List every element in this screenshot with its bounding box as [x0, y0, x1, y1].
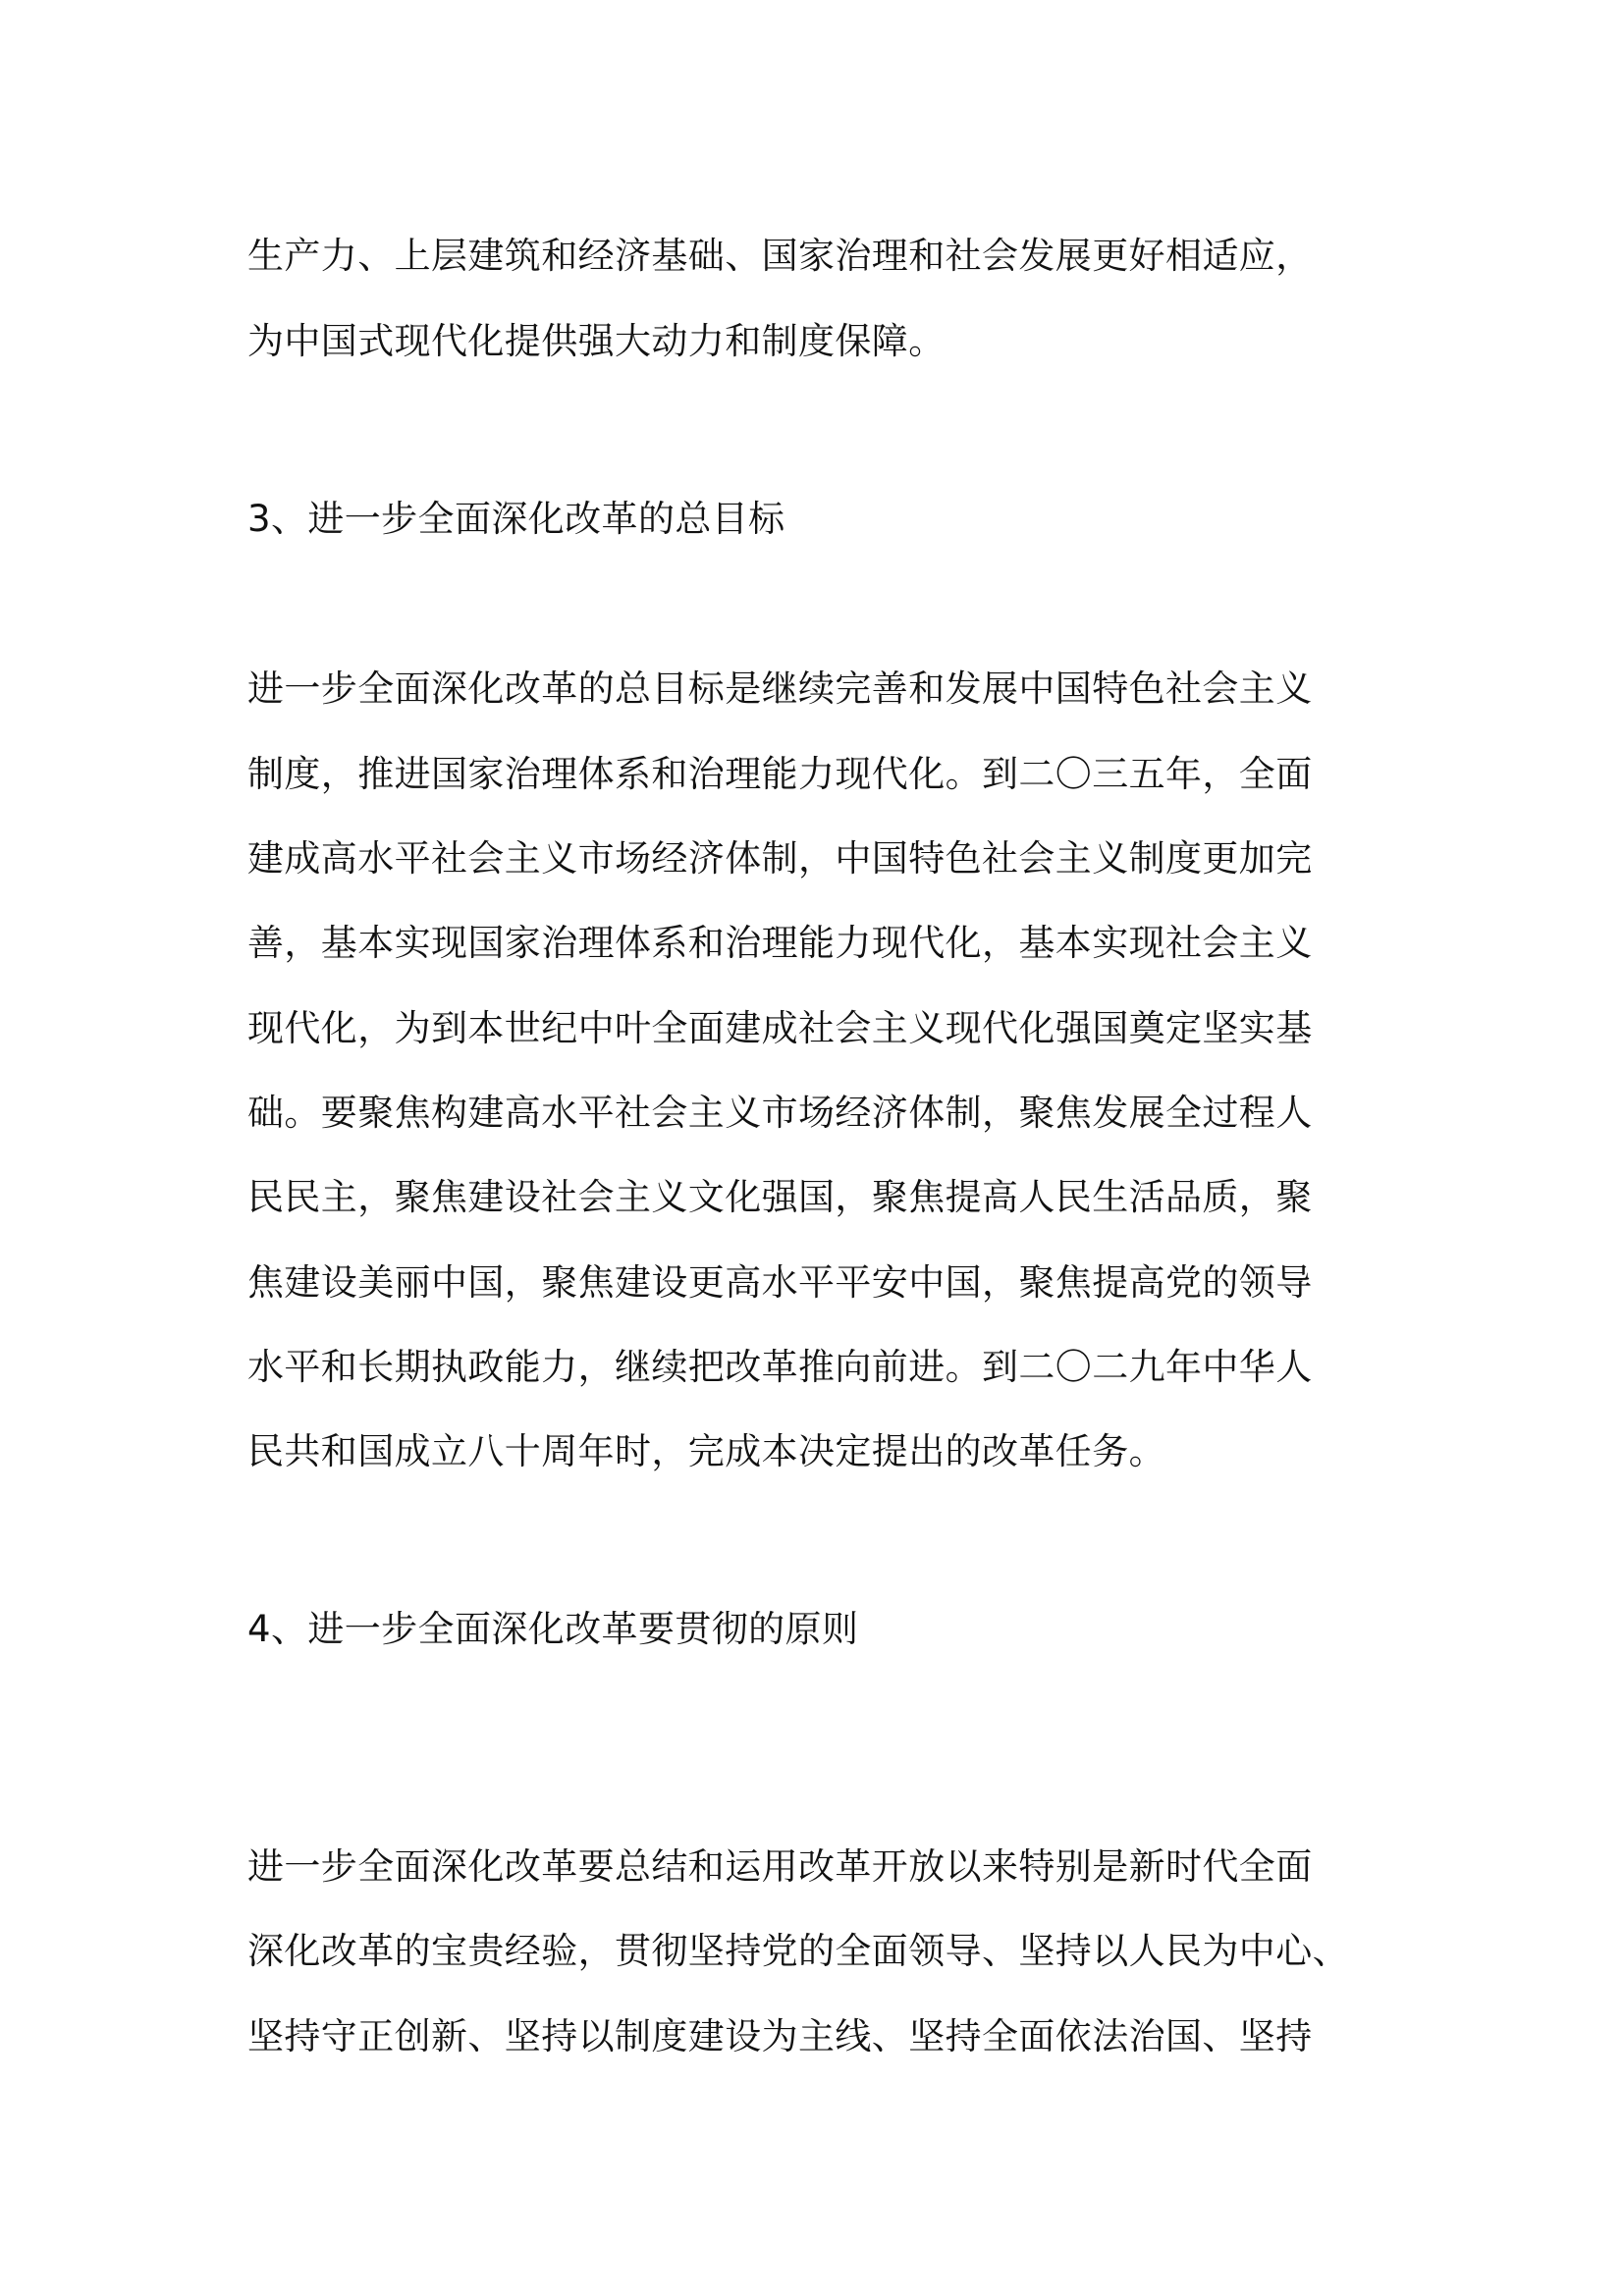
- paragraph-line: 进一步全面深化改革要总结和运用改革开放以来特别是新时代全面: [247, 1845, 1313, 1888]
- paragraph-line: 深化改革的宝贵经验，贯彻坚持党的全面领导、坚持以人民为中心、: [247, 1930, 1349, 1972]
- paragraph-line: 民民主，聚焦建设社会主义文化强国，聚焦提高人民生活品质，聚: [247, 1176, 1313, 1218]
- paragraph-line: 建成高水平社会主义市场经济体制，中国特色社会主义制度更加完: [247, 837, 1313, 880]
- paragraph-line: 生产力、上层建筑和经济基础、国家治理和社会发展更好相适应，: [247, 235, 1313, 277]
- paragraph-line: 焦建设美丽中国，聚焦建设更高水平平安中国，聚焦提高党的领导: [247, 1261, 1313, 1304]
- paragraph-line: 坚持守正创新、坚持以制度建设为主线、坚持全面依法治国、坚持: [247, 2015, 1313, 2057]
- section-4-heading: 4、进一步全面深化改革要贯彻的原则: [247, 1608, 859, 1650]
- paragraph-line: 水平和长期执政能力，继续把改革推向前进。到二〇二九年中华人: [247, 1346, 1313, 1388]
- paragraph-line: 为中国式现代化提供强大动力和制度保障。: [247, 320, 946, 362]
- section-3-heading: 3、进一步全面深化改革的总目标: [247, 498, 785, 540]
- paragraph-line: 善，基本实现国家治理体系和治理能力现代化，基本实现社会主义: [247, 922, 1313, 964]
- paragraph-line: 进一步全面深化改革的总目标是继续完善和发展中国特色社会主义: [247, 667, 1313, 710]
- paragraph-line: 民共和国成立八十周年时，完成本决定提出的改革任务。: [247, 1430, 1165, 1472]
- paragraph-line: 制度，推进国家治理体系和治理能力现代化。到二〇三五年，全面: [247, 753, 1313, 795]
- paragraph-line: 现代化，为到本世纪中叶全面建成社会主义现代化强国奠定坚实基: [247, 1007, 1313, 1049]
- paragraph-line: 础。要聚焦构建高水平社会主义市场经济体制，聚焦发展全过程人: [247, 1092, 1313, 1134]
